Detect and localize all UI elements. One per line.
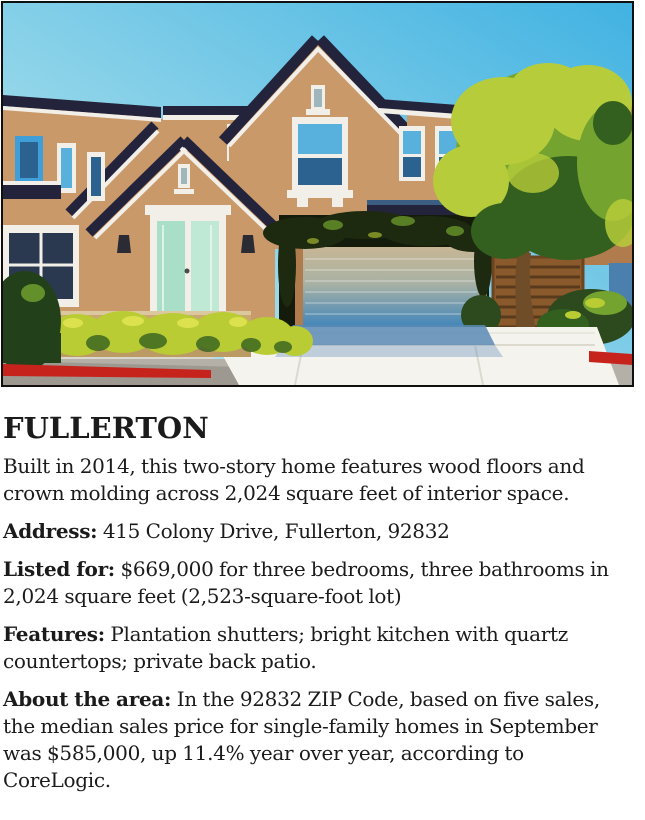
detail-features-text: Plantation shutters; bright kitchen with quartz countertops; private back patio. bbox=[3, 622, 569, 674]
garage-shadow bbox=[283, 325, 495, 345]
page-title: FULLERTON bbox=[3, 411, 209, 445]
listing-photo bbox=[1, 1, 634, 387]
central-window bbox=[287, 117, 353, 207]
front-yard-wall-and-hedge bbox=[47, 311, 313, 357]
detail-address-label: Address: bbox=[3, 519, 98, 544]
detail-features bbox=[3, 621, 637, 675]
detail-address bbox=[3, 518, 637, 545]
detail-about-area bbox=[3, 686, 637, 794]
detail-listed-for bbox=[3, 556, 637, 610]
detail-listed-for-text: $669,000 for three bedrooms, three bathrooms in 2,024 square feet (2,523-square-foot lot) bbox=[3, 557, 609, 609]
detail-listed-for-label: Listed for: bbox=[3, 557, 115, 582]
listing-article bbox=[3, 413, 637, 805]
detail-features-label: Features: bbox=[3, 622, 105, 647]
intro-paragraph: Built in 2014, this two-story home features wood floors and crown molding across 2,024 square feet of interior space. bbox=[3, 454, 585, 506]
listing-photo-illustration bbox=[3, 3, 632, 385]
detail-address-text: 415 Colony Drive, Fullerton, 92832 bbox=[102, 519, 450, 544]
detail-about-area-text: In the 92832 ZIP Code, based on five sales, the median sales price for single-family homes in September was $585,000, up 11.4% year over year, according to CoreLogic. bbox=[3, 687, 600, 793]
porch-lantern-right bbox=[241, 235, 255, 253]
detail-about-area-label: About the area: bbox=[3, 687, 172, 712]
front-door bbox=[145, 205, 231, 323]
porch-lantern-left bbox=[117, 235, 131, 253]
